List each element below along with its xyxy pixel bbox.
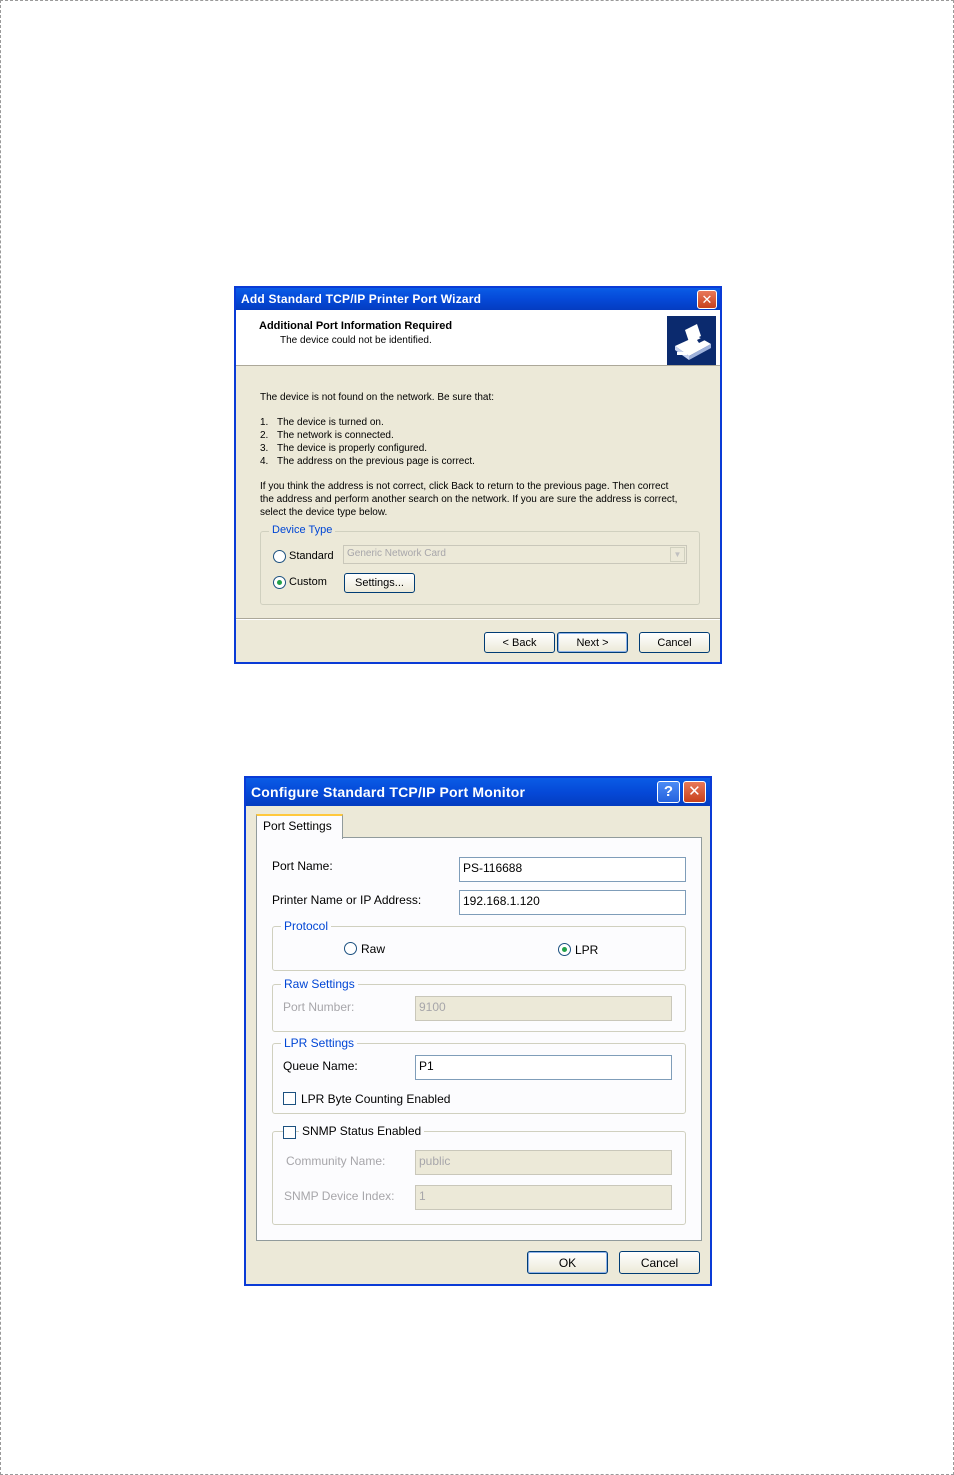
wizard-separator: [236, 618, 720, 620]
device-type-select-value: Generic Network Card: [347, 548, 446, 559]
lpr-label: LPR: [575, 943, 599, 957]
next-button[interactable]: Next >: [557, 632, 628, 653]
tab-port-settings-label: Port Settings: [263, 819, 332, 833]
monitor-title: Configure Standard TCP/IP Port Monitor: [251, 784, 526, 800]
chevron-down-icon[interactable]: ▼: [670, 547, 685, 562]
wizard-cancel-button[interactable]: Cancel: [639, 632, 710, 653]
snmp-group: [272, 1124, 686, 1225]
standard-label: Standard: [289, 550, 334, 562]
protocol-legend: Protocol: [281, 919, 331, 933]
queue-name-label: Queue Name:: [283, 1059, 358, 1073]
monitor-titlebar[interactable]: [246, 778, 710, 806]
checklist-num: 4.: [260, 456, 269, 467]
snmp-status-checkbox[interactable]: [283, 1126, 296, 1139]
community-name-input[interactable]: [415, 1150, 672, 1175]
wizard-window: [234, 286, 722, 664]
custom-label: Custom: [289, 576, 327, 588]
port-name-value: PS-116688: [463, 861, 523, 875]
close-icon: ✕: [701, 292, 713, 307]
port-number-value: 9100: [419, 1000, 446, 1014]
lpr-byte-counting-label: LPR Byte Counting Enabled: [301, 1092, 451, 1106]
settings-button[interactable]: Settings...: [344, 573, 415, 593]
wizard-titlebar[interactable]: [236, 288, 720, 310]
checklist-item: The device is properly configured.: [277, 443, 428, 454]
wizard-header-subtitle: The device could not be identified.: [280, 335, 432, 346]
printer-address-label: Printer Name or IP Address:: [272, 893, 422, 907]
wizard-intro: The device is not found on the network. Be sure that:: [260, 392, 495, 403]
lpr-byte-counting-checkbox[interactable]: [283, 1092, 296, 1105]
printer-address-value: 192.168.1.120: [463, 894, 540, 908]
raw-settings-legend: Raw Settings: [281, 977, 358, 991]
protocol-group: [272, 919, 686, 971]
queue-name-value: P1: [419, 1059, 434, 1073]
raw-settings-group: [272, 977, 686, 1032]
snmp-device-index-input[interactable]: [415, 1185, 672, 1210]
lpr-settings-group: [272, 1036, 686, 1114]
port-number-label: Port Number:: [283, 1000, 355, 1014]
advice-line: If you think the address is not correct, click Back to return to the previous page. Then correct: [260, 481, 669, 492]
printer-port-icon: [667, 316, 716, 365]
ok-button[interactable]: OK: [527, 1251, 608, 1274]
wizard-title: Add Standard TCP/IP Printer Port Wizard: [241, 292, 482, 306]
raw-label: Raw: [361, 942, 386, 956]
lpr-radio[interactable]: [558, 943, 571, 956]
device-type-legend: Device Type: [269, 524, 335, 536]
snmp-device-index-label: SNMP Device Index:: [284, 1189, 395, 1203]
community-name-label: Community Name:: [286, 1154, 386, 1168]
snmp-status-label: SNMP Status Enabled: [299, 1124, 424, 1138]
back-button[interactable]: < Back: [484, 632, 555, 653]
checklist-num: 1.: [260, 417, 269, 428]
queue-name-input[interactable]: [415, 1055, 672, 1080]
port-monitor-window: [244, 776, 712, 1286]
checklist-item: The network is connected.: [277, 430, 394, 441]
advice-line: select the device type below.: [260, 507, 388, 518]
checklist-item: The device is turned on.: [277, 417, 384, 428]
monitor-close-button[interactable]: [683, 781, 706, 803]
checklist-num: 3.: [260, 443, 269, 454]
device-type-group: [260, 524, 700, 605]
custom-radio[interactable]: [273, 576, 286, 589]
wizard-header: [236, 310, 720, 366]
standard-radio[interactable]: [273, 550, 286, 563]
port-name-label: Port Name:: [272, 859, 333, 873]
checklist-item: The address on the previous page is correct.: [277, 456, 475, 467]
printer-address-input[interactable]: [459, 890, 686, 915]
wizard-header-title: Additional Port Information Required: [259, 320, 453, 332]
lpr-settings-legend: LPR Settings: [281, 1036, 357, 1050]
advice-line: the address and perform another search on the network. If you are sure the address is correct,: [260, 494, 678, 505]
community-name-value: public: [419, 1154, 451, 1168]
port-name-input[interactable]: [459, 857, 686, 882]
close-icon: ✕: [688, 783, 701, 800]
wizard-close-button[interactable]: [697, 290, 717, 309]
tab-port-settings[interactable]: [256, 814, 343, 839]
raw-radio[interactable]: [344, 942, 357, 955]
checklist-num: 2.: [260, 430, 269, 441]
snmp-device-index-value: 1: [419, 1189, 426, 1203]
device-type-select[interactable]: [343, 545, 687, 564]
monitor-cancel-button[interactable]: Cancel: [619, 1251, 700, 1274]
help-button[interactable]: [657, 781, 680, 803]
port-number-input[interactable]: [415, 996, 672, 1021]
help-icon: ?: [663, 783, 674, 800]
